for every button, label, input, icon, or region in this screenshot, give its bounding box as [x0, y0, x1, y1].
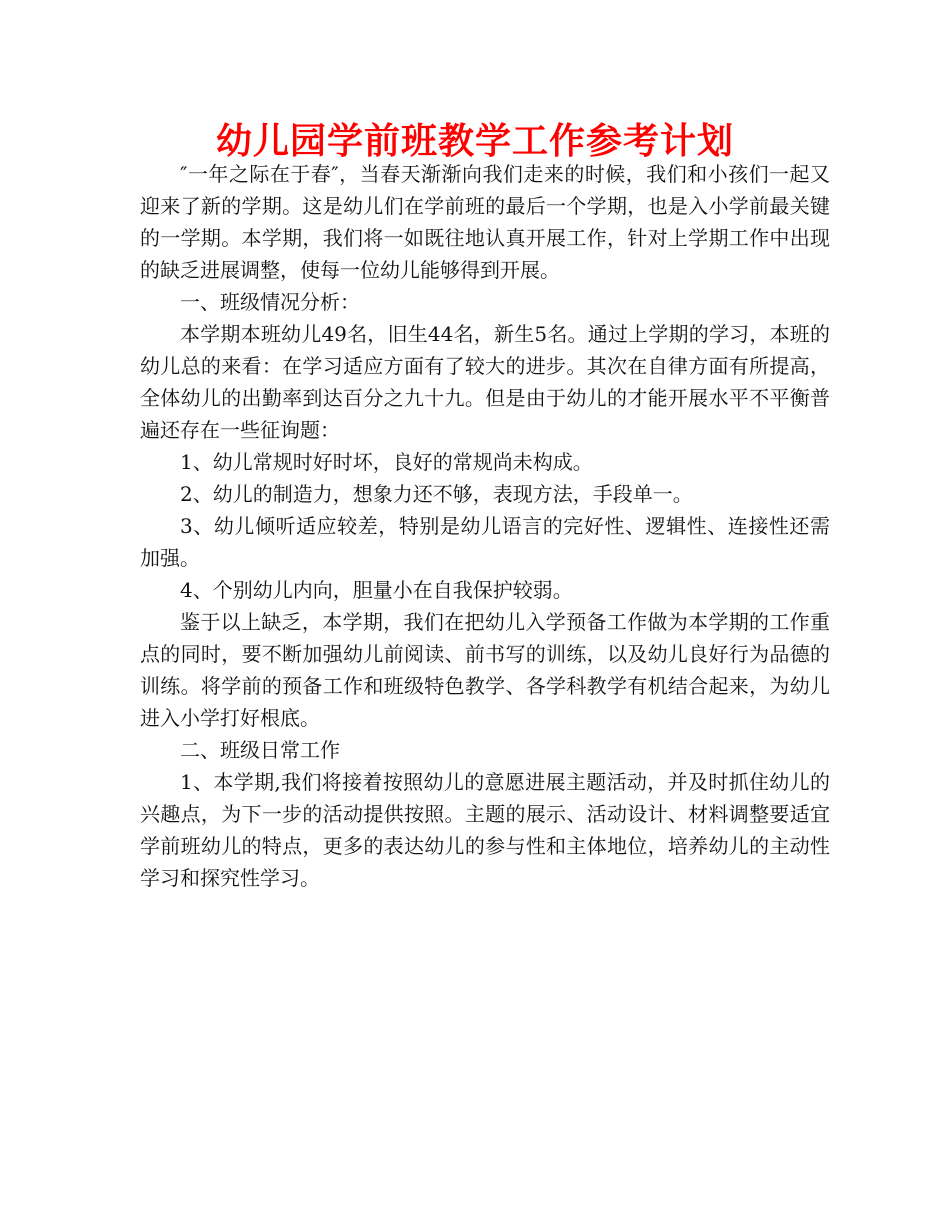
section-heading-daily-work: 二、班级日常工作 [180, 738, 340, 762]
list-item-1: 1、幼儿常规时好时坏，良好的常规尚未构成。 [180, 450, 593, 474]
document-title: 幼儿园学前班教学工作参考计划 [215, 121, 734, 162]
list-item-3: 3、幼儿倾听适应较差，特别是幼儿语言的完好性、逻辑性、连接性还需加强。 [140, 514, 830, 570]
list-item-4: 4、个别幼儿内向，胆量小在自我保护较弱。 [180, 578, 573, 602]
paragraph-class-analysis: 本学期本班幼儿49名，旧生44名，新生5名。通过上学期的学习，本班的幼儿总的来看：在学习适应方面有了较大的进步。其次在自律方面有所提高，全体幼儿的出勤率到达百分之九十九。但是由于幼儿的才能开展水平不平衡普遍还存在一些征询题： [140, 322, 830, 442]
paragraph-daily-work-1: 1、本学期,我们将接着按照幼儿的意愿进展主题活动，并及时抓住幼儿的兴趣点，为下一步的活动提供按照。主题的展示、活动设计、材料调整要适宜学前班幼儿的特点，更多的表达幼儿的参与性和主体地位，培养幼儿的主动性学习和探究性学习。 [140, 770, 830, 890]
section-heading-class-analysis: 一、班级情况分析： [180, 290, 360, 314]
list-item-2: 2、幼儿的制造力，想象力还不够，表现方法，手段单一。 [180, 482, 693, 506]
paragraph-intro: ″一年之际在于春″，当春天渐渐向我们走来的时候，我们和小孩们一起又迎来了新的学期。这是幼儿们在学前班的最后一个学期，也是入小学前最关键的一学期。本学期，我们将一如既往地认真开展工作，针对上学期工作中出现的缺乏进展调整，使每一位幼儿能够得到开展。 [140, 162, 830, 282]
document-body [140, 158, 830, 894]
paragraph-focus: 鉴于以上缺乏，本学期，我们在把幼儿入学预备工作做为本学期的工作重点的同时，要不断加强幼儿前阅读、前书写的训练，以及幼儿良好行为品德的训练。将学前的预备工作和班级特色教学、各学科教学有机结合起来，为幼儿进入小学打好根底。 [140, 610, 830, 730]
